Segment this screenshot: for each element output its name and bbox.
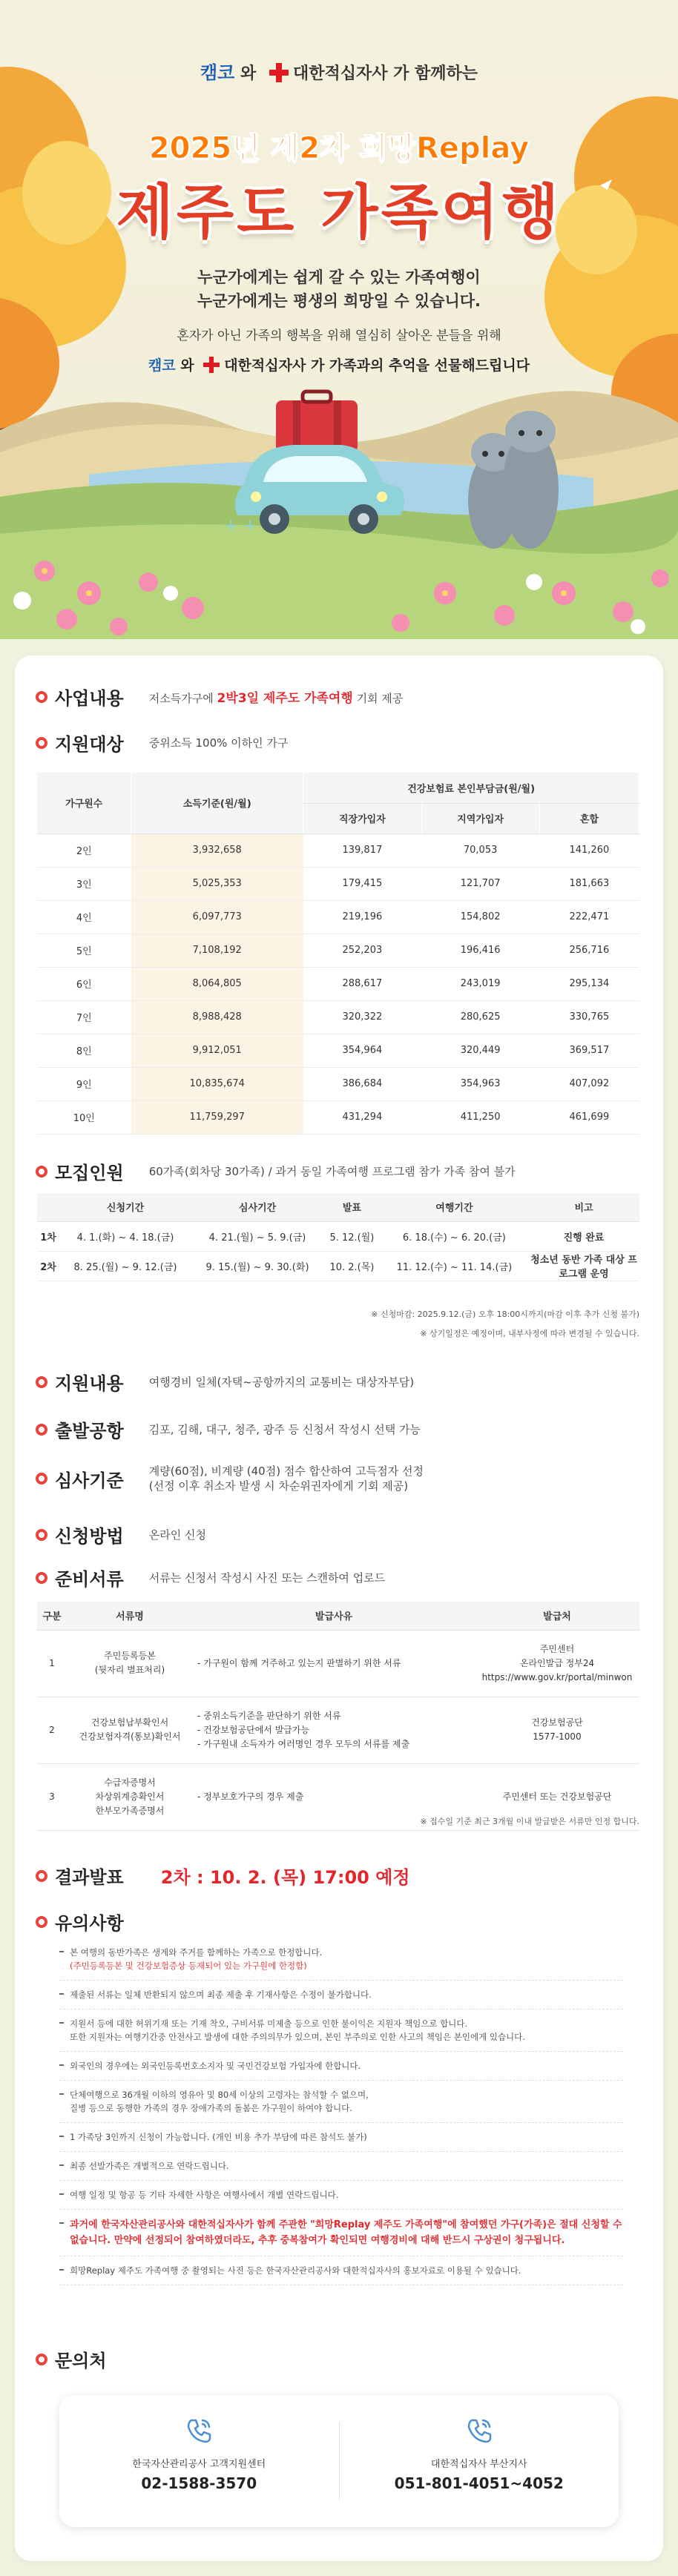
notice-text: 본 여행의 동반가족은 생계와 주거를 함께하는 가족으로 한정합니다. bbox=[70, 1947, 323, 1958]
table-header bbox=[37, 1193, 59, 1221]
notice-text: 단체여행으로 36개월 이하의 영유아 및 80세 이상의 고령자는 참석할 수 없으며, bbox=[70, 2090, 369, 2100]
documents-note: ※ 접수일 기준 최근 3개월 이내 발급받은 서류만 인정 합니다. bbox=[420, 1817, 639, 1826]
cell-line: 차상위계층확인서 bbox=[95, 1791, 165, 1802]
section-desc: 중위소득 100% 이하인 가구 bbox=[148, 736, 289, 750]
table-cell: 288,617 bbox=[303, 967, 421, 1000]
table-header: 여행기간 bbox=[381, 1193, 528, 1221]
desc-highlight: 2박3일 제주도 가족여행 bbox=[217, 691, 353, 706]
table-cell: 179,415 bbox=[303, 867, 421, 900]
table-row bbox=[37, 1630, 639, 1697]
table-cell: 10인 bbox=[37, 1100, 131, 1134]
svg-text:+ +: + + bbox=[224, 517, 257, 535]
section-title: 출발공항 bbox=[55, 1421, 124, 1441]
table-cell: 10,835,674 bbox=[131, 1067, 303, 1100]
table-cell: 4인 bbox=[37, 900, 131, 934]
table-cell: 70,053 bbox=[421, 833, 539, 867]
section-desc: 60가족(회차당 30가족) / 과거 동일 가족여행 프로그램 참가 가족 참여 불가 bbox=[148, 1165, 516, 1178]
table-cell: 181,663 bbox=[539, 867, 639, 900]
notice-subtext: 질병 등으로 동행한 가족의 경우 장애가족의 돌봄은 가구원이 하여야 합니다. bbox=[70, 2103, 352, 2113]
tagline-rest: 대한적십자사 가 가족과의 추억을 선물해드립니다 bbox=[224, 357, 530, 374]
table-row bbox=[37, 967, 639, 1000]
table-cell: 6. 18.(수) ~ 6. 20.(금) bbox=[381, 1221, 528, 1251]
cell-line: 수급자증명서 bbox=[104, 1777, 156, 1788]
notice-text: 지원서 등에 대한 허위기재 또는 기재 착오, 구비서류 미제출 등으로 인한 불이익은 지원자 책임으로 합니다. bbox=[70, 2018, 468, 2029]
contact-phone-number[interactable]: 051-801-4051~4052 bbox=[394, 2474, 564, 2492]
table-header: 발급처 bbox=[475, 1602, 639, 1630]
section-documents bbox=[36, 1565, 385, 1591]
review-desc-1: 계량(60점), 비계량 (40점) 점수 합산하여 고득점자 선정 bbox=[148, 1464, 424, 1478]
section-apply-head bbox=[36, 1522, 206, 1548]
section-support bbox=[36, 1369, 414, 1395]
section-title: 준비서류 bbox=[55, 1569, 124, 1590]
cell-line: - 가구원내 소득자가 여러명인 경우 모두의 서류를 제출 bbox=[197, 1738, 410, 1749]
bullet-icon bbox=[36, 1870, 47, 1882]
cell-line: 건강보험자격(통보)확인서 bbox=[79, 1731, 181, 1742]
section-business-head bbox=[36, 684, 403, 710]
table-cell: 3,932,658 bbox=[131, 833, 303, 867]
table-cell: 8,988,428 bbox=[131, 1000, 303, 1034]
notice-text: 1 가족당 3인까지 신청이 가능합니다. (개인 비용 추가 부담에 따른 참석도 불가) bbox=[70, 2132, 367, 2142]
section-title: 유의사항 bbox=[55, 1913, 124, 1934]
table-cell: 196,416 bbox=[421, 934, 539, 967]
notice-item bbox=[59, 2081, 623, 2123]
bullet-icon bbox=[36, 1916, 47, 1928]
bullet-icon bbox=[36, 1473, 47, 1484]
cell-line: https://www.gov.kr/portal/minwon bbox=[481, 1671, 633, 1682]
notice-text: 외국인의 경우에는 외국인등록번호소지자 및 국민건강보험 가입자에 한합니다. bbox=[70, 2061, 361, 2071]
camco-logo: 캠코 bbox=[200, 62, 235, 83]
notice-warning: 과거에 한국자산관리공사와 대한적십자사가 함께 주관한 "희망Replay 제주도 가족여행"에 참여했던 가구(가족)은 절대 신청할 수 없습니다. 만약에 선정되어 참여하였더라도, 추후 중복참여가 확인되면 여행경비에 대해 반드시 구상권이 청구됩니다. bbox=[70, 2219, 622, 2246]
camco-logo-small: 캠코 bbox=[148, 357, 176, 374]
table-cell: 9. 15.(월) ~ 9. 30.(화) bbox=[191, 1251, 323, 1281]
table-cell: 154,802 bbox=[421, 900, 539, 934]
table-header: 발급사유 bbox=[193, 1602, 475, 1630]
cell-line: 한부모가족증명서 bbox=[95, 1805, 165, 1816]
section-desc: 서류는 신청서 작성시 사진 또는 스캔하여 업로드 bbox=[148, 1571, 386, 1585]
bullet-icon bbox=[36, 1166, 47, 1178]
phone-icon bbox=[463, 2414, 496, 2447]
table-cell: 6인 bbox=[37, 967, 131, 1000]
event-title: 제주도 가족여행 bbox=[116, 178, 562, 247]
table-cell: 139,817 bbox=[303, 833, 421, 867]
th-mixed: 혼합 bbox=[539, 803, 639, 833]
section-desc bbox=[149, 1464, 424, 1493]
tagline-and: 와 bbox=[180, 357, 194, 374]
section-title: 지원내용 bbox=[55, 1373, 124, 1394]
section-notice-head bbox=[36, 1909, 124, 1935]
cell-line: - 건강보험공단에서 발급가능 bbox=[197, 1724, 310, 1735]
redcross-subtitle: 대한적십자사 가 함께하는 bbox=[292, 65, 478, 83]
cell-line: 온라인발급 정부24 bbox=[519, 1657, 595, 1668]
table-row bbox=[37, 1697, 639, 1763]
table-header: 구분 bbox=[37, 1602, 67, 1630]
desc-post: 기회 제공 bbox=[356, 692, 404, 705]
cell-line: 주민센터 bbox=[539, 1643, 575, 1654]
table-cell: 431,294 bbox=[303, 1100, 421, 1134]
table-cell: 2인 bbox=[37, 833, 131, 867]
section-apply bbox=[36, 1522, 206, 1548]
bullet-icon bbox=[36, 1424, 47, 1436]
notice-subtext: (주민등록등본 및 건강보험증상 등재되어 있는 가구원에 한정함) bbox=[70, 1961, 307, 1971]
table-cell: 320,322 bbox=[303, 1000, 421, 1034]
documents-table bbox=[37, 1602, 639, 1831]
table-cell: 청소년 동반 가족 대상 프로그램 운영 bbox=[528, 1251, 639, 1281]
jeju-scene-illustration bbox=[0, 371, 678, 639]
income-table-body bbox=[37, 833, 639, 1134]
table-cell: 2차 bbox=[37, 1251, 59, 1281]
contact-phone-number[interactable]: 02-1588-3570 bbox=[141, 2474, 257, 2492]
tagline-line-2: 누군가에게는 평생의 희망일 수 있습니다. bbox=[197, 292, 481, 310]
notice-item bbox=[59, 2123, 623, 2152]
table-cell: 1 bbox=[37, 1630, 67, 1697]
cell-line: 주민센터 또는 건강보험공단 bbox=[502, 1791, 612, 1802]
table-row bbox=[37, 1100, 639, 1134]
desc-pre: 저소득가구에 bbox=[148, 692, 214, 705]
table-cell: 1차 bbox=[37, 1221, 59, 1251]
schedule-table-body bbox=[37, 1221, 639, 1281]
section-airport bbox=[36, 1416, 421, 1442]
notice-item bbox=[59, 2052, 623, 2081]
section-recruit-head bbox=[36, 1158, 516, 1184]
table-row bbox=[37, 934, 639, 967]
table-cell: 8인 bbox=[37, 1034, 131, 1067]
section-notice bbox=[36, 1909, 124, 1935]
cell-line: - 가구원이 함께 거주하고 있는지 판별하기 위한 서류 bbox=[197, 1657, 401, 1668]
notice-text: 희망Replay 제주도 가족여행 중 촬영되는 사진 등은 한국자산관리공사와 대한적십자사의 홍보자료로 이용될 수 있습니다. bbox=[70, 2265, 521, 2276]
section-airport-head bbox=[36, 1416, 421, 1442]
cell-line: 1577-1000 bbox=[533, 1731, 582, 1742]
table-cell: 386,684 bbox=[303, 1067, 421, 1100]
notice-subtext: 또한 지원자는 여행기간중 안전사고 발생에 대한 주의의무가 있으며, 본인 부주의로 인한 사고의 책임은 본인에게 있습니다. bbox=[70, 2032, 525, 2042]
section-contact-head bbox=[36, 2346, 107, 2372]
contact-org: 대한적십자사 부산지사 bbox=[430, 2459, 527, 2470]
table-cell: 3인 bbox=[37, 867, 131, 900]
content-card bbox=[15, 655, 663, 2561]
table-cell: 8. 25.(월) ~ 9. 12.(금) bbox=[59, 1251, 191, 1281]
section-title: 심사기준 bbox=[55, 1470, 124, 1491]
bullet-icon bbox=[36, 1376, 47, 1388]
table-row bbox=[37, 1221, 639, 1251]
section-desc: 온라인 신청 bbox=[148, 1528, 206, 1542]
notice-text: 제출된 서류는 일체 반환되지 않으며 최종 제출 후 기재사항은 수정이 불가합니다. bbox=[70, 1989, 372, 2000]
section-contact bbox=[36, 2346, 107, 2372]
contact-box bbox=[59, 2395, 619, 2527]
table-header: 심사기간 bbox=[191, 1193, 323, 1221]
notice-item bbox=[59, 2009, 623, 2052]
th-regional: 지역가입자 bbox=[421, 803, 539, 833]
hero-banner bbox=[0, 0, 678, 639]
section-title: 문의처 bbox=[55, 2351, 107, 2371]
section-desc: 김포, 김해, 대구, 청주, 광주 등 신청서 작성시 선택 가능 bbox=[148, 1423, 421, 1436]
table-cell: 11,759,297 bbox=[131, 1100, 303, 1134]
cell-line: (뒷자리 별표처리) bbox=[94, 1665, 165, 1675]
table-cell: 2 bbox=[37, 1697, 67, 1763]
th-household: 가구원수 bbox=[37, 773, 131, 833]
table-header: 비고 bbox=[528, 1193, 639, 1221]
section-desc bbox=[149, 687, 404, 706]
notice-list bbox=[59, 1938, 623, 2285]
cell-line: - 중위소득기준을 판단하기 위한 서류 bbox=[197, 1710, 341, 1721]
notice-text: 최종 선발가족은 개별적으로 연락드립니다. bbox=[70, 2161, 229, 2171]
table-cell bbox=[67, 1697, 193, 1763]
tagline-line-1: 누군가에게는 쉽게 갈 수 있는 가족여행이 bbox=[197, 268, 481, 286]
table-cell: 461,699 bbox=[539, 1100, 639, 1134]
table-row bbox=[37, 867, 639, 900]
income-table bbox=[37, 773, 639, 1135]
tagline bbox=[0, 265, 678, 313]
cell-line: - 정부보호가구의 경우 제출 bbox=[197, 1791, 304, 1802]
table-cell: 280,625 bbox=[421, 1000, 539, 1034]
documents-table-body bbox=[37, 1630, 639, 1830]
table-cell: 243,019 bbox=[421, 967, 539, 1000]
table-row bbox=[37, 1000, 639, 1034]
table-cell: 5인 bbox=[37, 934, 131, 967]
table-cell: 295,134 bbox=[539, 967, 639, 1000]
table-cell: 9인 bbox=[37, 1067, 131, 1100]
th-insurance-group: 건강보험료 본인부담금(원/월) bbox=[303, 773, 639, 803]
bullet-icon bbox=[36, 1529, 47, 1541]
cell-line: 건강보험납부확인서 bbox=[90, 1717, 169, 1728]
table-cell: 7,108,192 bbox=[131, 934, 303, 967]
bullet-icon bbox=[36, 737, 47, 749]
section-result-head bbox=[36, 1863, 410, 1889]
table-cell: 330,765 bbox=[539, 1000, 639, 1034]
section-title: 모집인원 bbox=[55, 1163, 124, 1183]
table-cell: 222,471 bbox=[539, 900, 639, 934]
th-standard: 소득기준(원/월) bbox=[131, 773, 303, 833]
table-row bbox=[37, 1067, 639, 1100]
table-row bbox=[37, 900, 639, 934]
partner-logos bbox=[0, 58, 678, 84]
phone-icon bbox=[182, 2414, 215, 2447]
cell-line: 주민등록등본 bbox=[104, 1651, 156, 1661]
section-eligibility bbox=[36, 730, 288, 756]
section-title: 결과발표 bbox=[55, 1867, 124, 1888]
table-header: 발표 bbox=[323, 1193, 381, 1221]
table-cell: 219,196 bbox=[303, 900, 421, 934]
table-cell: 369,517 bbox=[539, 1034, 639, 1067]
red-cross-icon bbox=[269, 63, 289, 82]
contact-camco bbox=[59, 2395, 339, 2527]
tagline-line-3: 혼자가 아닌 가족의 행복을 위해 열심히 살아온 분들을 위해 bbox=[177, 328, 501, 343]
table-cell: 5. 12.(월) bbox=[323, 1221, 381, 1251]
table-cell: 407,092 bbox=[539, 1067, 639, 1100]
table-cell bbox=[193, 1630, 475, 1697]
table-cell bbox=[475, 1630, 639, 1697]
logo-and: 와 bbox=[240, 65, 257, 83]
table-cell: 10. 2.(목) bbox=[323, 1251, 381, 1281]
table-cell: 141,260 bbox=[539, 833, 639, 867]
table-cell: 256,716 bbox=[539, 934, 639, 967]
table-header: 서류명 bbox=[67, 1602, 193, 1630]
section-support-head bbox=[36, 1369, 414, 1395]
bullet-icon bbox=[36, 2354, 47, 2365]
table-cell: 4. 21.(월) ~ 5. 9.(금) bbox=[191, 1221, 323, 1251]
notice-item bbox=[59, 1981, 623, 2009]
section-desc: 여행경비 일체(자택~공항까지의 교통비는 대상자부담) bbox=[148, 1375, 415, 1389]
event-subtitle: 2025년 제2차 희망Replay bbox=[148, 131, 530, 165]
table-cell: 354,964 bbox=[303, 1034, 421, 1067]
table-cell: 354,963 bbox=[421, 1067, 539, 1100]
deadline-note: ※ 신청마감: 2025.9.12.(금) 오후 18:00시까지(마감 이후 추가 신청 불가) bbox=[371, 1310, 639, 1319]
section-result bbox=[36, 1863, 410, 1889]
table-cell: 진행 완료 bbox=[528, 1221, 639, 1251]
table-cell bbox=[193, 1697, 475, 1763]
table-row bbox=[37, 833, 639, 867]
bullet-icon bbox=[36, 1572, 47, 1584]
cell-line: 건강보험공단 bbox=[531, 1717, 583, 1728]
section-review bbox=[36, 1464, 424, 1493]
table-cell: 5,025,353 bbox=[131, 867, 303, 900]
contact-redcross bbox=[340, 2395, 619, 2527]
table-cell: 7인 bbox=[37, 1000, 131, 1034]
notice-item bbox=[59, 2181, 623, 2210]
schedule-table bbox=[37, 1193, 639, 1281]
contact-org: 한국자산관리공사 고객지원센터 bbox=[132, 2459, 266, 2470]
table-cell: 11. 12.(수) ~ 11. 14.(금) bbox=[381, 1251, 528, 1281]
notice-item bbox=[59, 1938, 623, 1981]
table-cell: 4. 1.(화) ~ 4. 18.(금) bbox=[59, 1221, 191, 1251]
table-header: 신청기간 bbox=[59, 1193, 191, 1221]
review-desc-2: (선정 이후 취소자 발생 시 차순위권자에게 기회 제공) bbox=[148, 1479, 409, 1493]
table-cell bbox=[475, 1697, 639, 1763]
section-documents-head bbox=[36, 1565, 385, 1591]
documents-header-row bbox=[37, 1602, 639, 1630]
schedule-change-note: ※ 상기일정은 예정이며, 내부사정에 따라 변경될 수 있습니다. bbox=[420, 1329, 639, 1338]
table-cell bbox=[67, 1630, 193, 1697]
section-title: 지원대상 bbox=[55, 734, 124, 755]
section-business bbox=[36, 684, 403, 710]
section-eligibility-head bbox=[36, 730, 288, 756]
notice-text: 여행 일정 및 항공 등 기타 자세한 사항은 여행사에서 개별 연락드립니다. bbox=[70, 2190, 339, 2200]
notice-item bbox=[59, 2256, 623, 2285]
result-date: 2차 : 10. 2. (목) 17:00 예정 bbox=[160, 1867, 410, 1888]
table-row bbox=[37, 1251, 639, 1281]
section-review-head bbox=[36, 1464, 424, 1493]
table-cell: 9,912,051 bbox=[131, 1034, 303, 1067]
schedule-header-row bbox=[37, 1193, 639, 1221]
table-cell bbox=[67, 1763, 193, 1830]
bullet-icon bbox=[36, 691, 47, 703]
table-cell: 411,250 bbox=[421, 1100, 539, 1134]
table-cell: 8,064,805 bbox=[131, 967, 303, 1000]
table-row bbox=[37, 1034, 639, 1067]
section-recruit bbox=[36, 1158, 516, 1184]
table-cell: 252,203 bbox=[303, 934, 421, 967]
section-title: 사업내용 bbox=[55, 688, 124, 709]
table-cell: 121,707 bbox=[421, 867, 539, 900]
table-cell: 3 bbox=[37, 1763, 67, 1830]
th-employee: 직장가입자 bbox=[303, 803, 421, 833]
table-cell: 6,097,773 bbox=[131, 900, 303, 934]
notice-item bbox=[59, 2152, 623, 2181]
table-cell: 320,449 bbox=[421, 1034, 539, 1067]
notice-item bbox=[59, 2210, 623, 2256]
section-title: 신청방법 bbox=[55, 1526, 124, 1547]
